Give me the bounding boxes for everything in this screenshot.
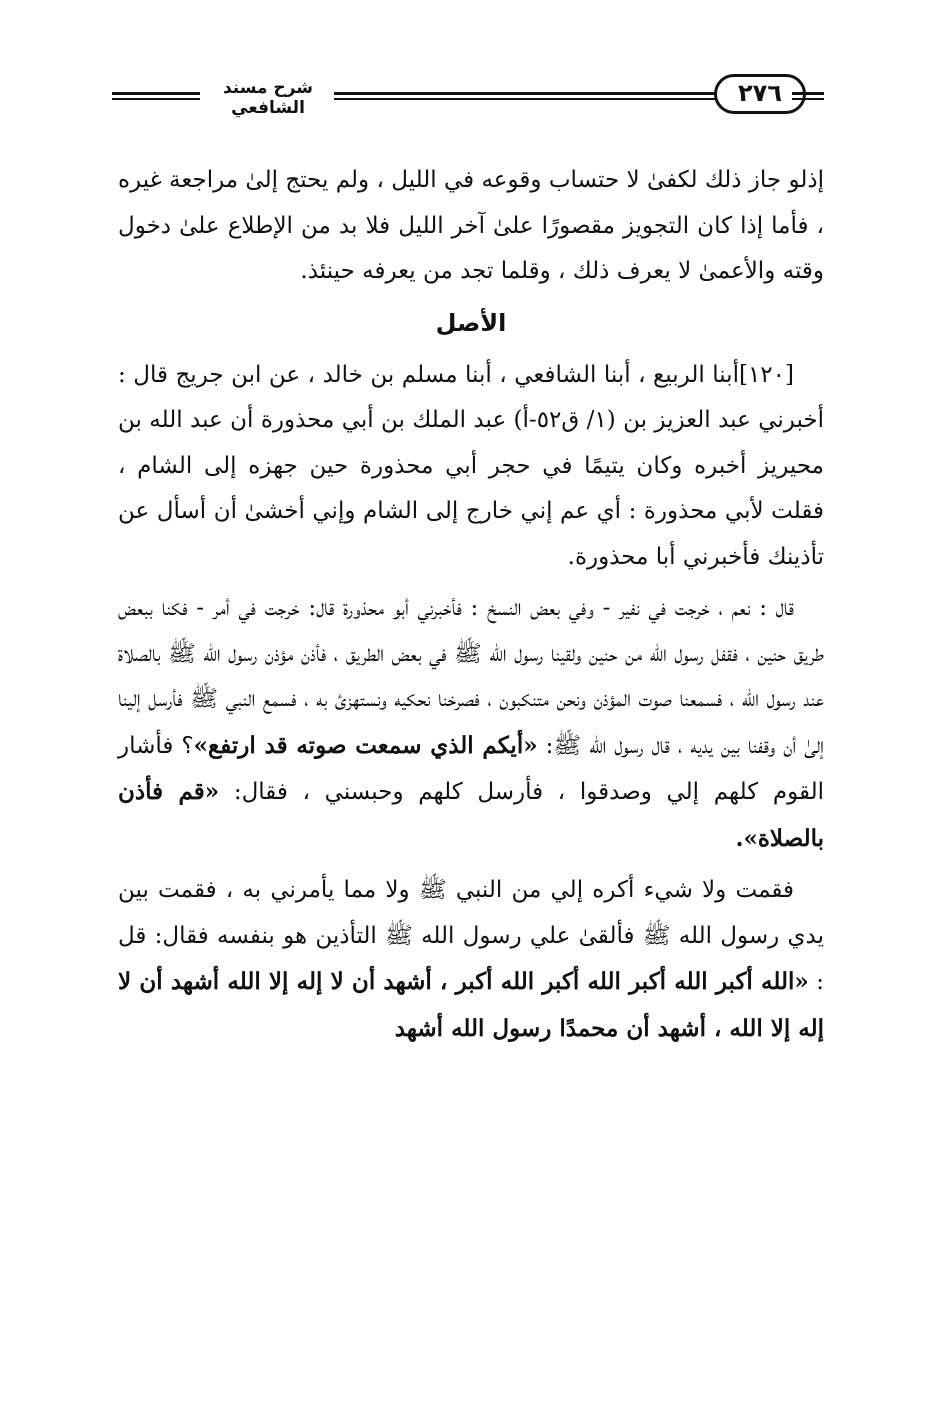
- hadith-paragraph-2: [118, 586, 824, 862]
- narration-text-b: ؟ فأشار القوم كلهم إلي وصدقوا ، فأرسل كلهم وحبسني ، فقال:: [118, 732, 824, 805]
- hadith-paragraph-3: [118, 868, 824, 1052]
- narration-text-c: فقمت ولا شيء أكره إلي من النبي ﷺ ولا مما يأمرني به ، فقمت بين يدي رسول الله ﷺ فألقىٰ علي رسول الله ﷺ التأذين هو بنفسه فقال: قل :: [118, 877, 825, 995]
- section-heading: الأصل: [435, 308, 507, 337]
- prophet-quote-2: «قم فأذن بالصلاة».: [118, 778, 824, 852]
- running-title: شرح مسند الشافعي: [222, 78, 314, 118]
- narration-text-a: قال : نعم ، خرجت في نفير - وفي بعض النسخ : فأخبرني أبو محذورة قال: خرجت في أمر - فكنا ببعض طريق حنين ، فقفل رسول الله من حنين ولقينا رسول الله ﷺ في بعض الطريق ، فأذن مؤذن رسول الله ﷺ بالصلاة عند رسول الله ، فسمعنا صوت المؤذن ونحن متنكبون ، فصرخنا نحكيه ونستهزئ به ، فسمع النبي ﷺ فأرسل إلينا إلىٰ أن وقفنا بين يديه ، قال رسول الله ﷺ:: [118, 595, 824, 759]
- page-number: ٢٧٦: [714, 74, 806, 114]
- hadith-number: [١٢٠]: [738, 361, 794, 388]
- intro-paragraph: إذلو جاز ذلك لكفىٰ لا حتساب وقوعه في الليل ، ولم يحتج إلىٰ مراجعة غيره ، فأما إذا كان التجويز مقصورًا علىٰ آخر الليل فلا بد من الإطلاع علىٰ دخول وقته والأعمىٰ لا يعرف ذلك ، وقلما تجد من يعرفه حينئذ.: [118, 167, 824, 284]
- header-rule-left: [112, 92, 200, 102]
- header-rule-right: [792, 92, 824, 102]
- hadith-isnad-text: أبنا الربيع ، أبنا الشافعي ، أبنا مسلم بن خالد ، عن ابن جريج قال : أخبرني عبد العزيز بن (١/ ق٥٢-أ) عبد الملك بن أبي محذورة أن عبد الله بن محيريز أخبره وكان يتيمًا في حجر أبي محذورة حين جهزه إلى الشام ، فقلت لأبي محذورة : أي عم إني خارج إلى الشام وإني أخشىٰ أن أسأل عن تأذينك فأخبرني أبا محذورة.: [118, 361, 824, 570]
- page-body: [118, 158, 824, 1052]
- prophet-quote-1: «أيكم الذي سمعت صوته قد ارتفع»: [193, 731, 538, 759]
- page-header: [112, 70, 824, 126]
- adhan-quote: «الله أكبر الله أكبر الله أكبر الله أكبر ، أشهد أن لا إله إلا الله أشهد أن لا إله إلا الله ، أشهد أن محمدًا رسول الله أشهد: [118, 968, 824, 1042]
- hadith-paragraph-1: [118, 353, 824, 581]
- header-rule-middle: [334, 92, 738, 102]
